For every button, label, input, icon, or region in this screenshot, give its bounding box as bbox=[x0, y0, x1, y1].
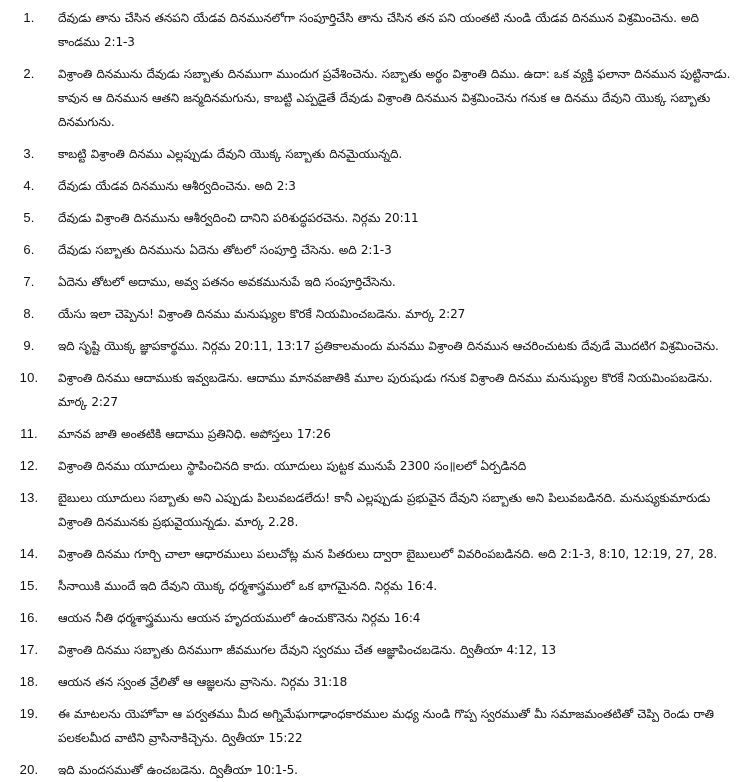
list-item bbox=[0, 366, 740, 414]
item-number: 13. bbox=[19, 490, 39, 505]
item-text: ఇది సృష్టి యొక్క జ్ఞాపకార్థము. నిర్గమ 20:11, 13:17 ప్రతికాలమందు మనము విశ్రాంతి దినమున ఆచరించుటకు దేవుడే మొదటిగ విశ్రమించెను. bbox=[58, 339, 719, 353]
item-text: ఆయన నీతి ధర్మశాస్త్రమును ఆయన హృదయములో ఉంచుకొనెను నిర్గమ 16:4 bbox=[58, 611, 421, 625]
item-text: కాబట్టి విశ్రాంతి దినము ఎల్లప్పుడు దేవుని యొక్క సబ్బాతు దినమైయున్నది. bbox=[58, 147, 403, 161]
item-number: 16. bbox=[19, 610, 39, 625]
item-number: 18. bbox=[19, 674, 39, 689]
list-item bbox=[0, 6, 740, 54]
item-text: దేవుడు యేడవ దినమును ఆశీర్వదించెను. అది 2:3 bbox=[58, 179, 296, 193]
item-number: 20. bbox=[19, 762, 39, 777]
list-item bbox=[0, 606, 740, 630]
item-number: 10. bbox=[19, 370, 39, 385]
item-text: ఏదెను తోటలో అదాము, అవ్వ పతనం అవకమునుపే ఇది సంపూర్తిచేసెను. bbox=[58, 275, 396, 289]
item-text: దేవుడు సబ్బాతు దినమును ఏదెను తోటలో సంపూర్తి చేసెను. అది 2:1-3 bbox=[58, 243, 392, 257]
list-item bbox=[0, 542, 740, 566]
item-number: 6. bbox=[23, 242, 35, 257]
list-item bbox=[0, 334, 740, 358]
list-item bbox=[0, 270, 740, 294]
list-item bbox=[0, 206, 740, 230]
item-number: 11. bbox=[20, 426, 38, 441]
list-item bbox=[0, 238, 740, 262]
item-text: ఈ మాటలను యెహోవా ఆ పర్వతము మీద అగ్నిమేఘగాఢాంధకారముల మధ్య నుండి గొప్ప స్వరముతో మీ సమాజమంతటితో చెప్పి రెండు రాతి పలకలమీద వాటిని వ్రాసినాకిచ్చెను. ద్వితీయా 15:22 bbox=[58, 707, 714, 745]
item-number: 19. bbox=[19, 706, 39, 721]
item-text: విశ్రాంతి దినము సబ్బాతు దినముగా జీవముగల దేవుని స్వరము చేత ఆజ్ఞాపించబడెను. ద్వితీయా 4:12, 13 bbox=[58, 643, 557, 657]
list-item bbox=[0, 702, 740, 750]
item-text: బైబులు యూదులు సబ్బాతు అని ఎప్పుడు పిలువబడలేదు! కానీ ఎల్లప్పుడు ప్రభువైన దేవుని సబ్బాతు అని పిలువబడినది. మనుష్యకుమారుడు విశ్రాంతి దినమునకు ప్రభువైయున్నడు. మార్క 2.28. bbox=[58, 491, 711, 529]
list-item bbox=[0, 758, 740, 782]
item-text: విశ్రాంతి దినము ఆదాముకు ఇవ్వబడెను. ఆదాము మానవజాతికి మూల పురుషుడు గనుక విశ్రాంతి దినము మనుష్యుల కొరకే నియమింపబడెను. మార్క 2:27 bbox=[58, 371, 713, 409]
item-text: ఇది మందసముతో ఉంచబడెను. ద్వితీయా 10:1-5. bbox=[58, 763, 298, 777]
list-item bbox=[0, 486, 740, 534]
item-number: 8. bbox=[23, 306, 35, 321]
item-number: 4. bbox=[23, 178, 35, 193]
item-number: 14. bbox=[19, 546, 39, 561]
item-number: 2. bbox=[23, 66, 35, 81]
list-item bbox=[0, 454, 740, 478]
item-text: విశ్రాంతి దినము గూర్చి చాలా ఆధారములు పలుచోట్ల మన పితరులు ద్వారా బైబులులో వివరింపబడినది. అది 2:1-3, 8:10, 12:19, 27, 28. bbox=[58, 547, 718, 561]
list-item bbox=[0, 574, 740, 598]
item-number: 15. bbox=[19, 578, 39, 593]
list-item bbox=[0, 174, 740, 198]
list-item bbox=[0, 638, 740, 662]
item-number: 3. bbox=[23, 146, 35, 161]
item-text: మానవ జాతి అంతటికి ఆదాము ప్రతినిధి. అపోస్తలు 17:26 bbox=[58, 427, 331, 441]
list-item bbox=[0, 302, 740, 326]
list-item bbox=[0, 670, 740, 694]
item-text: విశ్రాంతి దినము యూదులు స్థాపించినది కాదు. యూదులు పుట్టక మునుపే 2300 సం॥లలో ఏర్పడినది bbox=[58, 459, 527, 473]
item-number: 12. bbox=[19, 458, 39, 473]
list-item bbox=[0, 62, 740, 134]
item-text: దేవుడు విశ్రాంతి దినమును ఆశీర్వదించి దానిని పరిశుద్ధపరచెను. నిర్గమ 20:11 bbox=[58, 211, 419, 225]
item-number: 17. bbox=[19, 642, 39, 657]
item-text: యేసు ఇలా చెప్పెను! విశ్రాంతి దినము మనుష్యుల కొరకే నియమించబడెను. మార్క 2:27 bbox=[58, 307, 466, 321]
item-number: 7. bbox=[23, 274, 35, 289]
item-number: 9. bbox=[23, 338, 35, 353]
item-number: 5. bbox=[23, 210, 35, 225]
item-text: సీనాయికి ముందే ఇది దేవుని యొక్క ధర్మశాస్త్రములో ఒక భాగమైనది. నిర్గమ 16:4. bbox=[58, 579, 438, 593]
list-item bbox=[0, 142, 740, 166]
item-text: విశ్రాంతి దినమును దేవుడు సబ్బాతు దినముగా ముందుగ ప్రవేశించెను. సబ్బాతు అర్థం విశ్రాంతి దిము. ఉదా: ఒక వ్యక్తి ఫలానా దినమున పుట్టినాడు. కావున ఆ దినమున ఆతని జన్మదినమగును, కాబట్టి ఎప్పడైతే దేవుడు విశ్రాంతి దినమున విశ్రమించెను గనుక ఆ దినము దేవుని యొక్క సబ్బాతు దినమగును. bbox=[58, 67, 731, 129]
item-text: ఆయన తన స్వంత వ్రేలితో ఆ ఆజ్ఞలను వ్రాసెను. నిర్గమ 31:18 bbox=[58, 675, 348, 689]
item-text: దేవుడు తాను చేసిన తనపని యేడవ దినమునలోగా సంపూర్తిచేసి తాను చేసిన తన పని యంతటి నుండి యేడవ దినమున విశ్రమించెను. అది కాండము 2:1-3 bbox=[58, 11, 699, 49]
list-item bbox=[0, 422, 740, 446]
item-number: 1. bbox=[23, 10, 35, 25]
